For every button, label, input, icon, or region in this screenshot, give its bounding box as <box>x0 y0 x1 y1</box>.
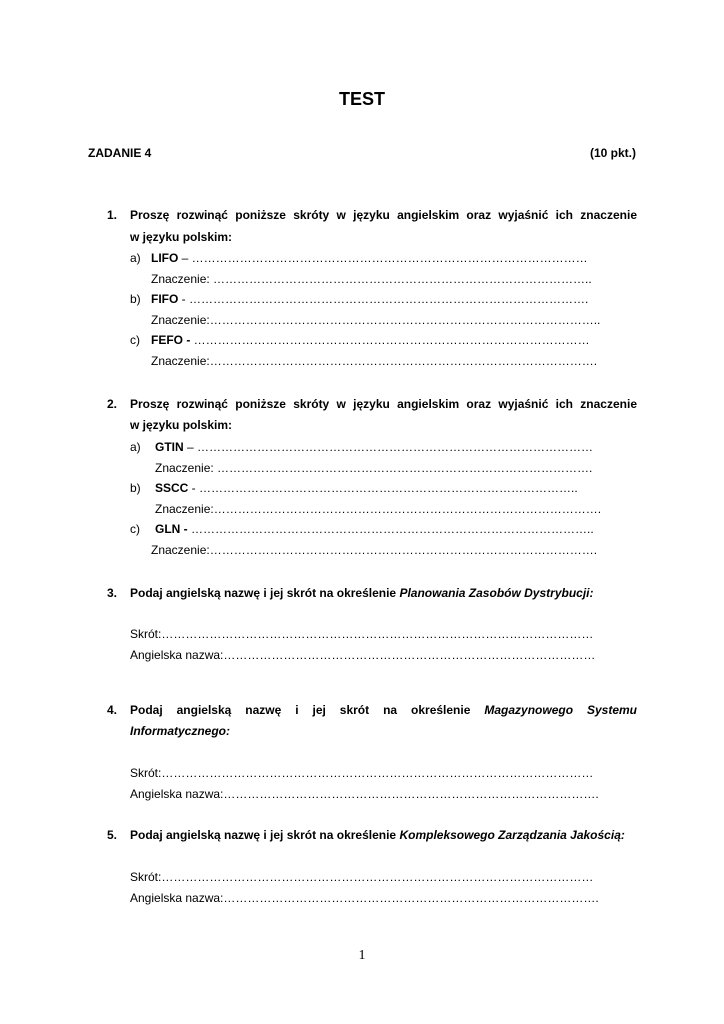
q4-skrot-label: Skrót: <box>130 766 162 780</box>
q4-skrot-dots: ……………………………………………………………………………………………… <box>161 766 594 780</box>
question-5-text-italic: Kompleksowego Zarządzania Jakością: <box>399 828 625 842</box>
q2-item-b-meaning-dots: ……………………………………………………………………………………. <box>213 502 602 516</box>
q1-item-b-term: FIFO <box>151 292 179 306</box>
question-4-number: 4. <box>107 703 118 717</box>
question-1-text-line2: w języku polskim: <box>130 230 233 244</box>
question-4-text-italic: Magazynowego Systemu <box>484 703 638 717</box>
question-2-number: 2. <box>107 397 118 411</box>
q5-nazwa-label: Angielska nazwa: <box>130 891 224 905</box>
q2-item-c-meaning-label: Znaczenie: <box>151 543 210 557</box>
q1-item-a-sep: – <box>178 251 192 265</box>
question-1-number: 1. <box>107 208 118 222</box>
q5-nazwa-dots: …………………………………………………………………………………. <box>223 891 599 905</box>
question-3-text <box>130 586 594 600</box>
q1-item-b-line <box>151 292 621 306</box>
q3-nazwa-label: Angielska nazwa: <box>130 648 224 662</box>
question-2-text-line2: w języku polskim: <box>130 418 233 432</box>
question-4-text-plain: Podaj angielską nazwę i jej skrót na określenie <box>130 703 485 717</box>
page-title: TEST <box>338 89 385 109</box>
task-label: ZADANIE 4 <box>88 146 152 160</box>
question-2-text-line1: Proszę rozwinąć poniższe skróty w języku angielskim oraz wyjaśnić ich znaczenie <box>130 397 637 411</box>
q1-item-c-dots: ……………………………………………………………………………………… <box>193 333 590 347</box>
q2-item-b-sep: - <box>188 481 200 495</box>
q1-item-b-meaning-dots: …………………………………………………………………………………….. <box>209 313 601 327</box>
q3-skrot-line <box>130 627 604 641</box>
q5-skrot-line <box>130 870 604 884</box>
q1-item-c-line <box>151 333 623 347</box>
question-5-text <box>130 828 625 842</box>
q2-item-b-meaning <box>155 502 624 516</box>
q2-item-c-term: GLN - <box>155 522 188 536</box>
q4-skrot-line <box>130 766 604 780</box>
task-points: (10 pkt.) <box>589 146 636 160</box>
q1-item-b-dots: ………………………………………………………………………………………. <box>189 292 589 306</box>
q2-item-a-dots: ……………………………………………………………………………………… <box>197 440 594 454</box>
q1-item-b-meaning <box>151 313 621 327</box>
question-4-text-line1 <box>130 703 637 717</box>
q3-nazwa-line <box>130 648 606 662</box>
q1-item-c-term: FEFO - <box>151 333 191 347</box>
q1-item-c-meaning <box>151 354 621 368</box>
question-4-text-italic-line2: Informatycznego: <box>130 724 231 738</box>
q2-item-a-line <box>155 440 625 454</box>
q1-item-c-meaning-dots: ……………………………………………………………………………………. <box>209 354 598 368</box>
q1-item-a-meaning <box>151 272 621 286</box>
q5-skrot-dots: ……………………………………………………………………………………………… <box>161 870 594 884</box>
q1-item-b-letter: b) <box>130 292 141 306</box>
q2-item-a-term: GTIN <box>155 440 184 454</box>
q2-item-c-letter: c) <box>130 522 140 536</box>
q1-item-c-letter: c) <box>130 333 140 347</box>
q2-item-b-term: SSCC <box>155 481 189 495</box>
q2-item-a-meaning <box>155 461 623 475</box>
q1-item-a-line <box>151 251 623 265</box>
q2-item-b-line <box>155 481 620 495</box>
q5-nazwa-line <box>130 891 606 905</box>
question-3-text-plain: Podaj angielską nazwę i jej skrót na określenie <box>130 586 400 600</box>
question-4-text-line2 <box>130 724 230 738</box>
q1-item-a-letter: a) <box>130 251 141 265</box>
q3-nazwa-dots: ………………………………………………………………………………… <box>223 648 596 662</box>
question-3-number: 3. <box>107 586 118 600</box>
q4-nazwa-dots: …………………………………………………………………………………. <box>223 787 599 801</box>
q4-nazwa-line <box>130 787 606 801</box>
q1-item-b-sep: - <box>178 292 189 306</box>
q1-item-a-meaning-dots: ………………………………………………………………………………….. <box>213 272 592 286</box>
q2-item-a-letter: a) <box>130 440 141 454</box>
q2-item-b-meaning-label: Znaczenie: <box>155 502 214 516</box>
q3-skrot-label: Skrót: <box>130 627 162 641</box>
page-number: 1 <box>358 948 366 963</box>
q1-item-a-meaning-label: Znaczenie: <box>151 272 214 286</box>
q2-item-a-sep: – <box>183 440 198 454</box>
q1-item-b-meaning-label: Znaczenie: <box>151 313 210 327</box>
q2-item-c-meaning-dots: ……………………………………………………………………………………. <box>209 543 598 557</box>
q2-item-b-dots: ………………………………………………………………………………….. <box>199 481 578 495</box>
q2-item-b-letter: b) <box>130 481 141 495</box>
q2-item-a-meaning-label: Znaczenie: <box>155 461 218 475</box>
q3-skrot-dots: ……………………………………………………………………………………………… <box>161 627 594 641</box>
q2-item-c-line <box>155 522 627 536</box>
q1-item-a-term: LIFO <box>151 251 179 265</box>
q1-item-c-meaning-label: Znaczenie: <box>151 354 210 368</box>
q4-nazwa-label: Angielska nazwa: <box>130 787 224 801</box>
q2-item-c-dots: ……………………………………………………………………………………….. <box>191 522 594 536</box>
q2-item-c-meaning <box>151 543 621 557</box>
question-5-text-plain: Podaj angielską nazwę i jej skrót na określenie <box>130 828 400 842</box>
q1-item-a-dots: ……………………………………………………………………………………… <box>191 251 588 265</box>
question-3-text-italic: Planowania Zasobów Dystrybucji: <box>399 586 594 600</box>
q2-item-a-meaning-dots: …………………………………………………………………………………. <box>217 461 593 475</box>
question-5-number: 5. <box>107 828 118 842</box>
question-1-text-line1: Proszę rozwinąć poniższe skróty w języku angielskim oraz wyjaśnić ich znaczenie <box>130 208 637 222</box>
q5-skrot-label: Skrót: <box>130 870 162 884</box>
